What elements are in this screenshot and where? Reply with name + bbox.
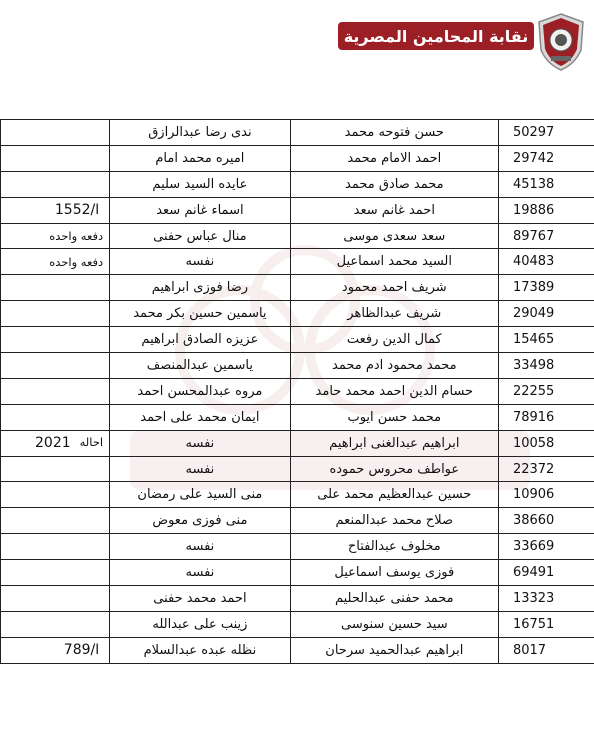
syndicate-title: نقابة المحامين المصرية <box>343 26 529 46</box>
beneficiary-name-cell: اسماء غانم سعد <box>110 197 291 223</box>
row-extra-cell <box>1 637 110 663</box>
row-extra-cell <box>1 404 110 430</box>
beneficiary-name-cell: عايده السيد سليم <box>110 171 291 197</box>
lawyer-name-cell: شريف احمد محمود <box>290 275 498 301</box>
lawyer-name-cell: السيد محمد اسماعيل <box>290 249 498 275</box>
table-row <box>1 249 594 275</box>
registration-number-cell: 13323 <box>498 586 594 612</box>
table-row <box>1 327 594 353</box>
registration-number-cell: 69491 <box>498 560 594 586</box>
row-extra-cell <box>1 275 110 301</box>
registration-number-cell: 50297 <box>498 120 594 146</box>
lawyer-name-cell: شريف عبدالظاهر <box>290 301 498 327</box>
registration-number-cell: 89767 <box>498 223 594 249</box>
table-row <box>1 637 594 663</box>
beneficiary-name-cell: ياسمين حسين بكر محمد <box>110 301 291 327</box>
lawyer-name-cell: ابراهيم عبدالحميد سرحان <box>290 637 498 663</box>
table-row <box>1 482 594 508</box>
row-extra-cell <box>1 482 110 508</box>
row-extra-cell <box>1 249 110 275</box>
table-row <box>1 430 594 456</box>
lawyer-name-cell: مخلوف عبدالفتاح <box>290 534 498 560</box>
beneficiary-name-cell: نظله عبده عبدالسلام <box>110 637 291 663</box>
lawyer-name-cell: احمد الامام محمد <box>290 145 498 171</box>
row-extra-cell <box>1 430 110 456</box>
registration-number-cell: 15465 <box>498 327 594 353</box>
registration-number-cell: 8017 <box>498 637 594 663</box>
row-extra-cell <box>1 223 110 249</box>
registration-number-cell: 33669 <box>498 534 594 560</box>
row-extra-cell <box>1 301 110 327</box>
row-extra-cell <box>1 120 110 146</box>
registration-number-cell: 33498 <box>498 353 594 379</box>
row-extra-cell <box>1 197 110 223</box>
table-row <box>1 560 594 586</box>
lawyer-name-cell: احمد غانم سعد <box>290 197 498 223</box>
row-extra-cell <box>1 327 110 353</box>
registration-number-cell: 22372 <box>498 456 594 482</box>
row-extra-cell <box>1 534 110 560</box>
table-row <box>1 404 594 430</box>
beneficiary-name-cell: عزيزه الصادق ابراهيم <box>110 327 291 353</box>
beneficiary-name-cell: اميره محمد امام <box>110 145 291 171</box>
lawyer-name-cell: سيد حسين سنوسى <box>290 611 498 637</box>
registration-number-cell: 29049 <box>498 301 594 327</box>
registration-number-cell: 10058 <box>498 430 594 456</box>
beneficiary-name-cell: مروه عبدالمحسن احمد <box>110 378 291 404</box>
row-extra-cell <box>1 586 110 612</box>
beneficiary-name-cell: نفسه <box>110 534 291 560</box>
lawyer-name-cell: فوزى يوسف اسماعيل <box>290 560 498 586</box>
row-reference-number: 2021 <box>35 435 71 452</box>
row-extra-cell <box>1 378 110 404</box>
beneficiary-name-cell: رضا فوزى ابراهيم <box>110 275 291 301</box>
table-row <box>1 456 594 482</box>
row-extra-cell <box>1 560 110 586</box>
registration-number-cell: 38660 <box>498 508 594 534</box>
registration-number-cell: 29742 <box>498 145 594 171</box>
beneficiary-name-cell: نفسه <box>110 560 291 586</box>
lawyer-name-cell: سعد سعدى موسى <box>290 223 498 249</box>
beneficiary-name-cell: نفسه <box>110 456 291 482</box>
beneficiary-name-cell: نفسه <box>110 430 291 456</box>
beneficiary-name-cell: ياسمين عبدالمنصف <box>110 353 291 379</box>
table-row <box>1 275 594 301</box>
registration-number-cell: 22255 <box>498 378 594 404</box>
lawyer-name-cell: محمد محمود ادم محمد <box>290 353 498 379</box>
beneficiary-name-cell: نفسه <box>110 249 291 275</box>
lawyer-name-cell: ابراهيم عبدالغنى ابراهيم <box>290 430 498 456</box>
row-reference-number: 1552/ا <box>54 202 100 219</box>
beneficiary-name-cell: منى السيد على رمضان <box>110 482 291 508</box>
row-reference-number: 789/ا <box>63 642 100 659</box>
row-note: دفعه واحده <box>49 254 104 269</box>
row-extra-cell <box>1 508 110 534</box>
lawyer-name-cell: عواطف محروس حموده <box>290 456 498 482</box>
registration-number-cell: 45138 <box>498 171 594 197</box>
table-row <box>1 301 594 327</box>
beneficiary-name-cell: منال عباس حفنى <box>110 223 291 249</box>
registration-number-cell: 17389 <box>498 275 594 301</box>
lawyer-name-cell: حسين عبدالعظيم محمد على <box>290 482 498 508</box>
table-row <box>1 353 594 379</box>
row-extra-cell <box>1 171 110 197</box>
lawyer-name-cell: محمد حفنى عبدالحليم <box>290 586 498 612</box>
beneficiary-name-cell: ندى رضا عبدالرازق <box>110 120 291 146</box>
table-row <box>1 534 594 560</box>
table-row <box>1 378 594 404</box>
lawyers-table <box>0 119 594 664</box>
row-extra-cell <box>1 353 110 379</box>
table-row <box>1 508 594 534</box>
registration-number-cell: 78916 <box>498 404 594 430</box>
lawyer-name-cell: محمد حسن ايوب <box>290 404 498 430</box>
table-row <box>1 586 594 612</box>
table-row <box>1 611 594 637</box>
registration-number-cell: 40483 <box>498 249 594 275</box>
row-extra-cell <box>1 456 110 482</box>
row-extra-cell <box>1 611 110 637</box>
syndicate-title-banner <box>338 22 534 50</box>
beneficiary-name-cell: ايمان محمد على احمد <box>110 404 291 430</box>
table-row <box>1 171 594 197</box>
table-row <box>1 223 594 249</box>
lawyer-name-cell: كمال الدين رفعت <box>290 327 498 353</box>
beneficiary-name-cell: احمد محمد حفنى <box>110 586 291 612</box>
lawyer-name-cell: صلاح محمد عبدالمنعم <box>290 508 498 534</box>
row-note: دفعه واحده <box>49 229 104 243</box>
syndicate-logo-icon <box>535 12 587 72</box>
row-extra-cell <box>1 145 110 171</box>
row-note: احاله <box>79 435 104 450</box>
table-row <box>1 197 594 223</box>
registration-number-cell: 16751 <box>498 611 594 637</box>
table-row <box>1 145 594 171</box>
registration-number-cell: 19886 <box>498 197 594 223</box>
lawyer-name-cell: حسن فتوحه محمد <box>290 120 498 146</box>
beneficiary-name-cell: منى فوزى معوض <box>110 508 291 534</box>
lawyer-name-cell: حسام الدين احمد محمد حامد <box>290 378 498 404</box>
page-header <box>0 0 594 100</box>
lawyer-name-cell: محمد صادق محمد <box>290 171 498 197</box>
beneficiary-name-cell: زينب على عبدالله <box>110 611 291 637</box>
registration-number-cell: 10906 <box>498 482 594 508</box>
table-row <box>1 120 594 146</box>
